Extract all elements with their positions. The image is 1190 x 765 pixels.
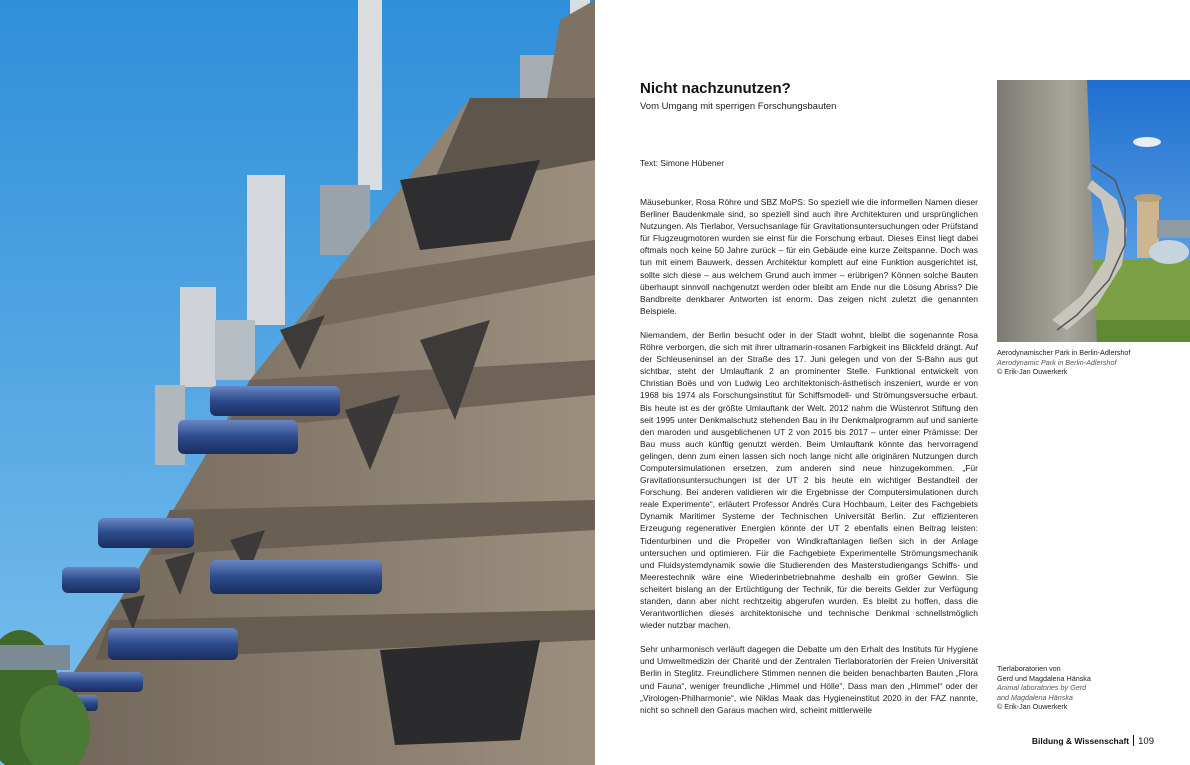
section-label: Bildung & Wissenschaft xyxy=(1031,736,1130,746)
byline: Text: Simone Hübener xyxy=(640,158,725,168)
footer-divider xyxy=(1133,735,1134,746)
photo-caption-top xyxy=(997,348,1187,377)
page-subtitle: Vom Umgang mit sperrigen Forschungsbauten xyxy=(640,101,837,112)
aerodynamic-park-photo xyxy=(997,80,1190,342)
caption-credit: © Erik-Jan Ouwerkerk xyxy=(997,367,1068,377)
caption-de: Tierlaboratorien von xyxy=(997,664,1061,673)
paragraph: Mäusebunker, Rosa Röhre und SBZ MoPS: So speziell wie die informellen Namen dieser Berliner Baudenkmale sind, so speziell sind auch ihre Architekturen und ursprünglichen Nutzungen. Als Tierlabor, Versuchsanlage für Gravitationsuntersuchungen oder Prüfstand für Flugzeugmotoren wurden sie einst für die Forschung erbaut. Dieses Einst liegt dabei oftmals noch keine 50 Jahre zurück – für ein Gebäude eine kurze Zeitspanne. Doch was tun mit einem Bauwerk, dessen Architektur komplett auf eine Funktion ausgerichtet ist, sollte sich diese – aus welchem Grund auch immer – erübrigen? Können solche Bauten überhaupt sinnvoll nachgenutzt werden oder bleibt am Ende nur die Lösung Abriss? Die Bandbreite denkbarer Antworten ist enorm. Das zeigen nicht zuletzt die genannten Beispiele. xyxy=(640,197,978,316)
caption-en: Aerodynamic Park in Berlin-Adlershof xyxy=(997,357,1117,367)
paragraph: Niemandem, der Berlin besucht oder in der Stadt wohnt, bleibt die sogenannte Rosa Röhre verborgen, die sich mit ihrer ultramarin-rosanen Farbigkeit ins Blickfeld drängt. Auf der Schleuseninsel an der Straße des 17. Juni gelegen und von der S-Bahn aus gut sichtbar, steht der Umlauftank 2 an prominenter Stelle. Funktional entwickelt von Christian Boës und von Ludwig Leo architektonisch-ästhetisch inszeniert, wurde er von 1968 bis 1974 als Forschungsinstitut für Schiffsmodell- und Strömungsversuche erbaut. Bis heute ist es der größte Umlauftank der Welt. 2012 nahm die Wüstenrot Stiftung den seit 1995 unter Denkmalschutz stehenden Bau in ihr Denkmalprogramm auf und sanierte den maroden und ausgeblichenen UT 2 von 2015 bis 2017 – unter einer Prämisse: Der Bau muss auch künftig genutzt werden. Beim Umlauftank könnte das hervorragend gelingen, denn zum einen lassen sich noch lange nicht alle originären Nutzungen durch Computersimulationen ersetzen, zum anderen sind neue hinzugekommen. „Für Gravitationsuntersuchungen ist der UT 2 bis heute ein wichtiger Bestandteil der Forschung. Bei anderen validieren wir die Ergebnisse der Computersimulationen durch reale Experimente“, erläutert Professor Andrés Cura Hochbaum, Leiter des Fachgebiets Dynamik Maritimer Systeme der Technischen Universität Berlin. Zur effizienteren Erzeugung regenerativer Energien könnte der UT 2 ebenfalls einen Beitrag leisten: Tidenturbinen und die Propeller von Windkraftanlagen ließen sich in der Anlage untersuchen und optimieren. Für die Fachgebiete Experimentelle Strömungsmechanik und Fluidsystemdynamik sowie die Studierenden des Masterstudiengangs Schiffs- und Meerestechnik wäre eine Wiederinbetriebnahme deshalb ein großer Gewinn. Sie scheitert bislang an der Ertüchtigung der Technik, für die bereits Gelder zur Verfügung standen, dann aber nicht rechtzeitig abgerufen wurden. Es bleibt zu hoffen, dass die Verantwortlichen dieses architektonische und technische Denkmal schnellstmöglich wieder nutzbar machen. xyxy=(640,329,978,631)
caption-en: and Magdalena Hänska xyxy=(997,692,1073,702)
caption-credit: © Erik-Jan Ouwerkerk xyxy=(997,702,1068,712)
caption-en: Animal laboratories by Gerd xyxy=(997,683,1087,693)
article-body xyxy=(640,196,978,728)
caption-de: Aerodynamischer Park in Berlin-Adlershof xyxy=(997,348,1131,357)
page-footer xyxy=(1032,735,1154,747)
photo-caption-bottom xyxy=(997,664,1187,712)
caption-de: Gerd und Magdalena Hänska xyxy=(997,673,1091,683)
paragraph: Sehr unharmonisch verläuft dagegen die Debatte um den Erhalt des Instituts für Hygiene und Umweltmedizin der Charité und der Zentralen Tierlaboratorien der Freien Universität Berlin in Steglitz. Freundlichere Stimmen nennen die beiden benachbarten Bauten „Flora und Fauna“, weniger freundliche „Himmel und Hölle“. Dass man den „Himmel“ oder der „Virologen-Philharmonie“, wie Niklas Maak das Hygieneinstitut 2020 in der FAZ nannte, nicht so schnell den Garaus machen wird, scheint mittlerweile xyxy=(640,644,978,715)
page-title: Nicht nachzunutzen? xyxy=(640,80,791,97)
page-number: 109 xyxy=(1138,736,1154,747)
